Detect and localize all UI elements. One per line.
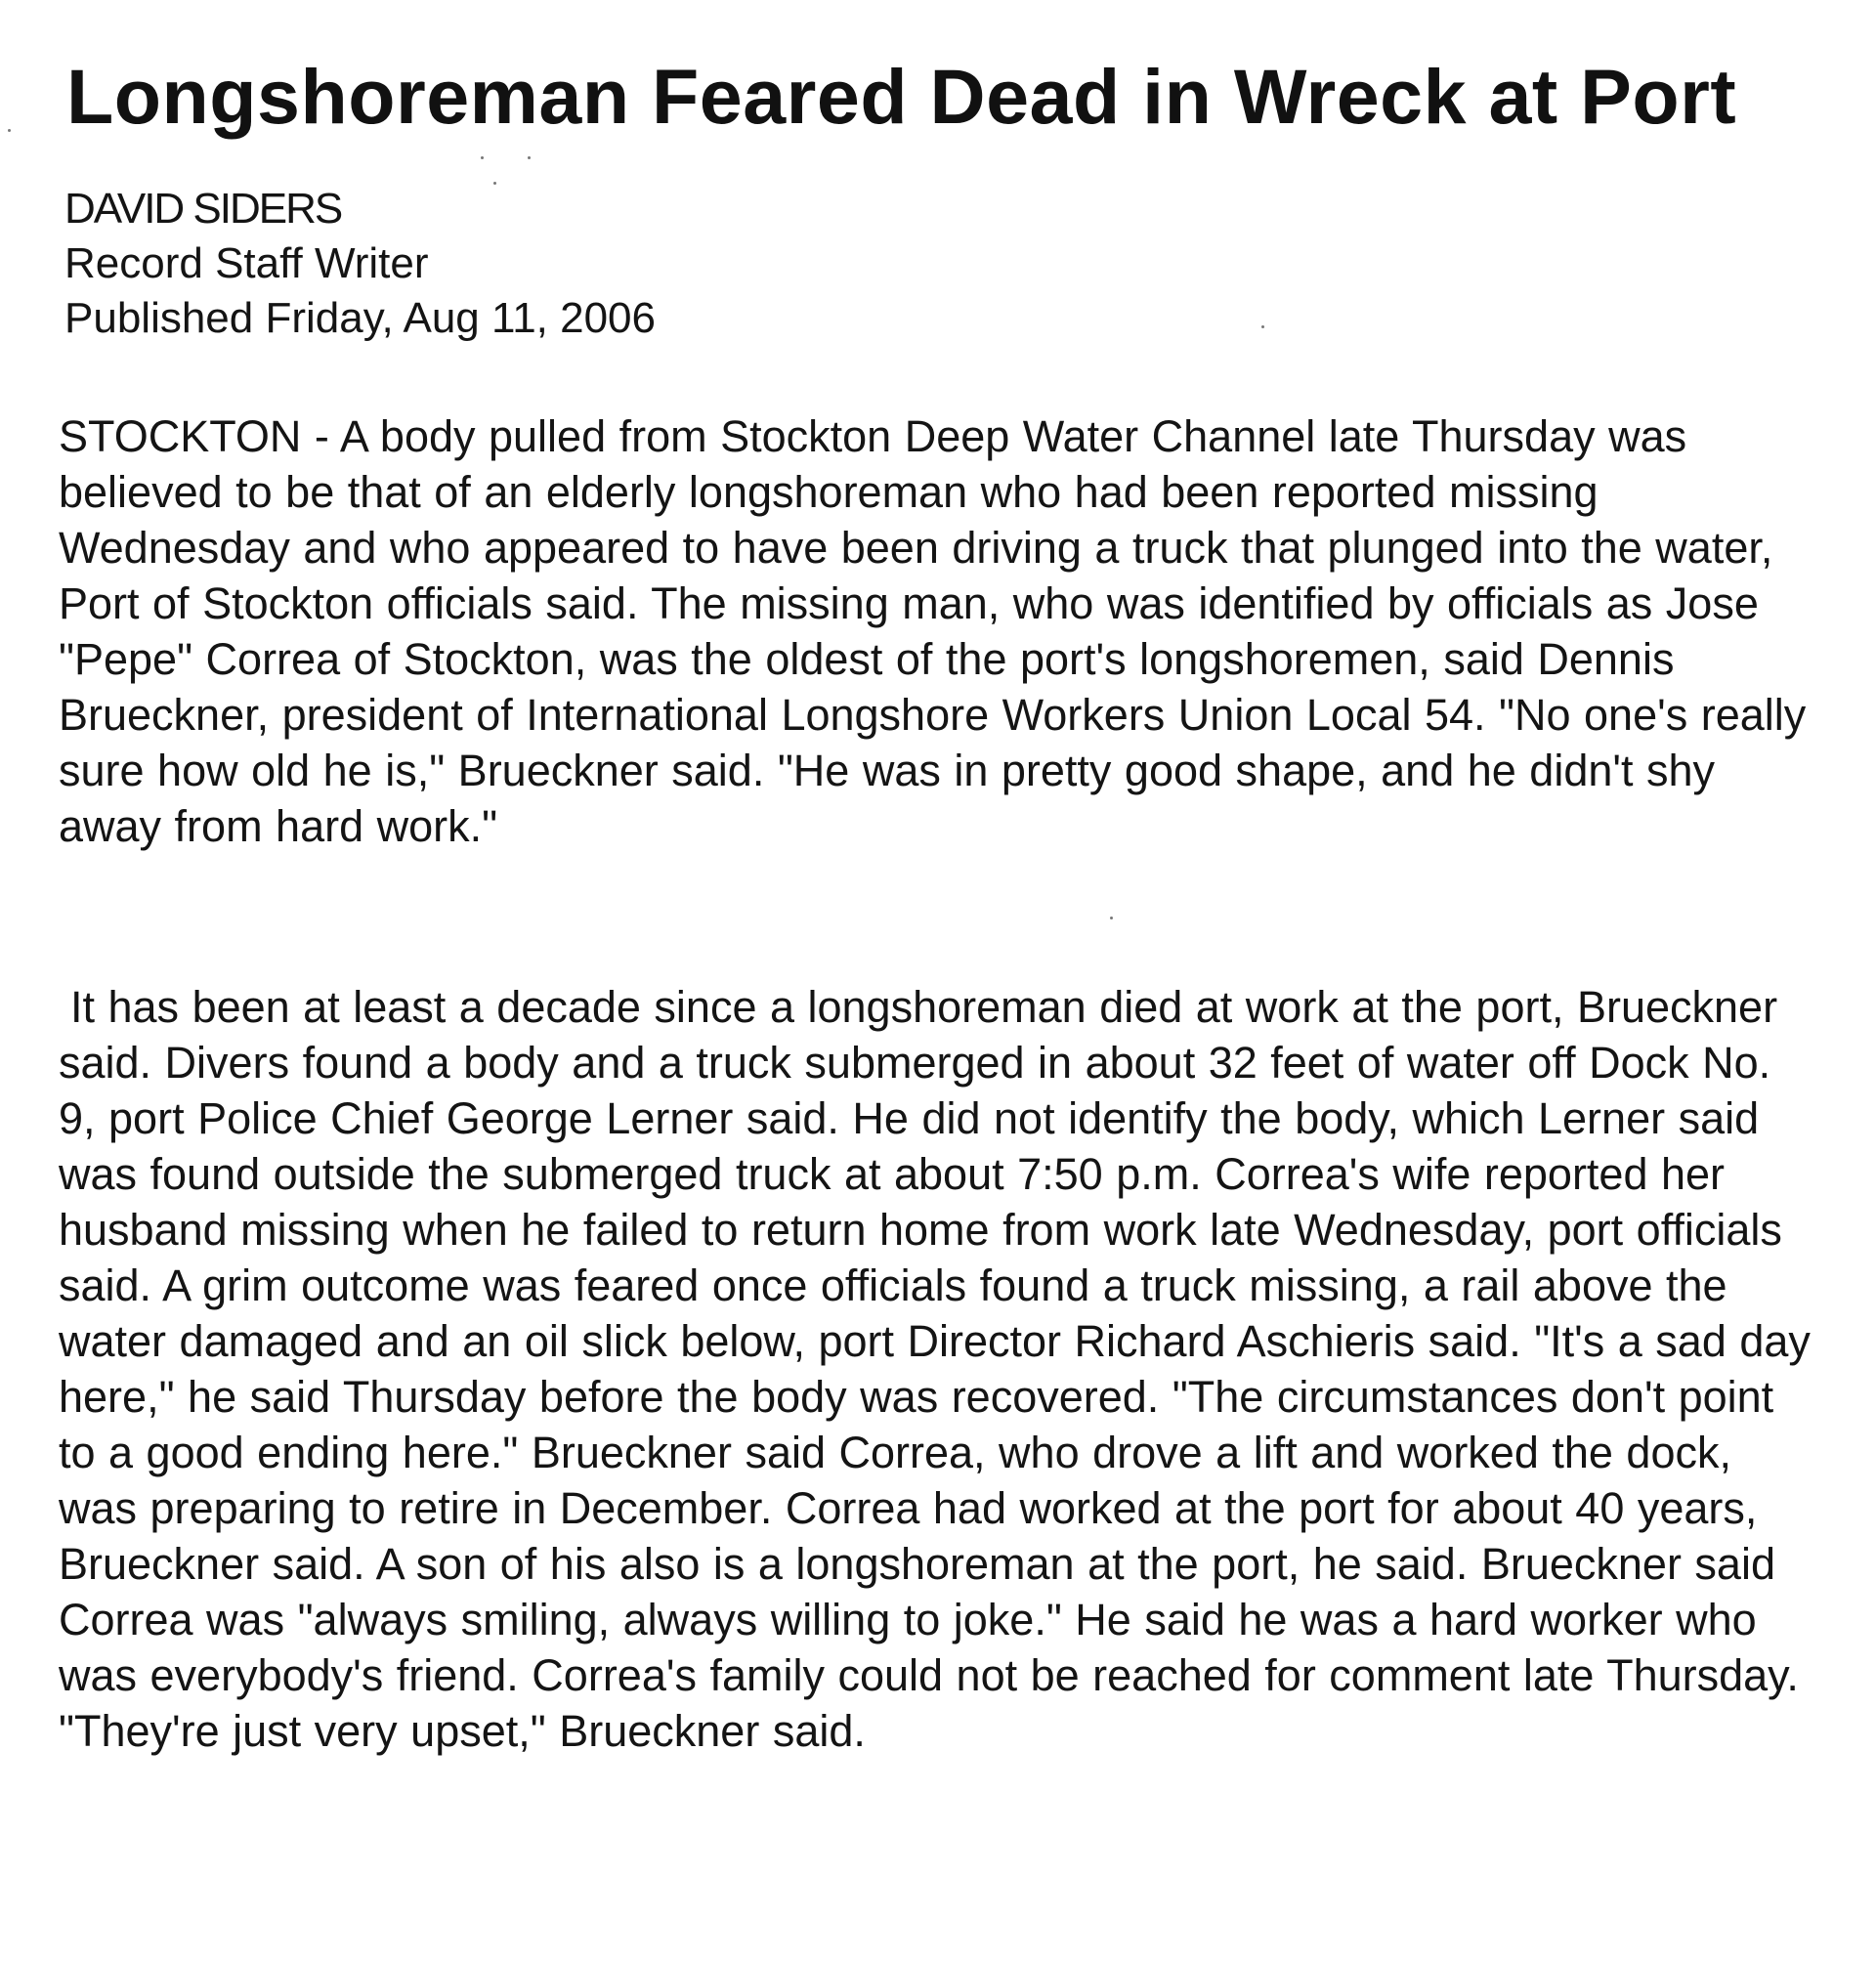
publish-date: Published Friday, Aug 11, 2006 xyxy=(64,294,656,342)
scan-speck xyxy=(1110,917,1113,919)
article-headline: Longshoreman Feared Dead in Wreck at Port xyxy=(66,53,1737,140)
author-role: Record Staff Writer xyxy=(64,239,429,287)
scan-speck xyxy=(1261,325,1264,328)
scan-speck xyxy=(8,129,11,132)
scan-speck xyxy=(481,156,484,159)
scan-speck xyxy=(493,182,496,185)
scan-speck xyxy=(528,156,531,159)
author-name: DAVID SIDERS xyxy=(64,185,342,233)
article-paragraph: It has been at least a decade since a longshoreman died at work at the port, Brueckner said. Divers found a body and a truck submerged in about 32 feet of water off Dock No. 9, port Police Chief George Lerner said. He did not identify the body, which Lerner said was found outside the submerged truck at about 7:50 p.m. Correa's wife reported her husband missing when he failed to return home from work late Wednesday, port officials said. A grim outcome was feared once officials found a truck missing, a rail above the water damaged and an oil slick below, port Director Richard Aschieris said. "It's a sad day here," he said Thursday before the body was recovered. "The circumstances don't point to a good ending here." Brueckner said Correa, who drove a lift and worked the dock, was preparing to retire in December. Correa had worked at the port for about 40 years, Brueckner said. A son of his also is a longshoreman at the port, he said. Brueckner said Correa was "always smiling, always willing to joke." He said he was a hard worker who was everybody's friend. Correa's family could not be reached for comment late Thursday. "They're just very upset," Brueckner said. xyxy=(59,982,1811,1756)
byline xyxy=(64,182,656,346)
article-paragraph: STOCKTON - A body pulled from Stockton Deep Water Channel late Thursday was believed to be that of an elderly longshoreman who had been reported missing Wednesday and who appeared to have been driving a truck that plunged into the water, Port of Stockton officials said. The missing man, who was identified by officials as Jose "Pepe" Correa of Stockton, was the oldest of the port's longshoremen, said Dennis Brueckner, president of International Longshore Workers Union Local 54. "No one's really sure how old he is," Brueckner said. "He was in pretty good shape, and he didn't shy away from hard work." xyxy=(59,411,1807,851)
